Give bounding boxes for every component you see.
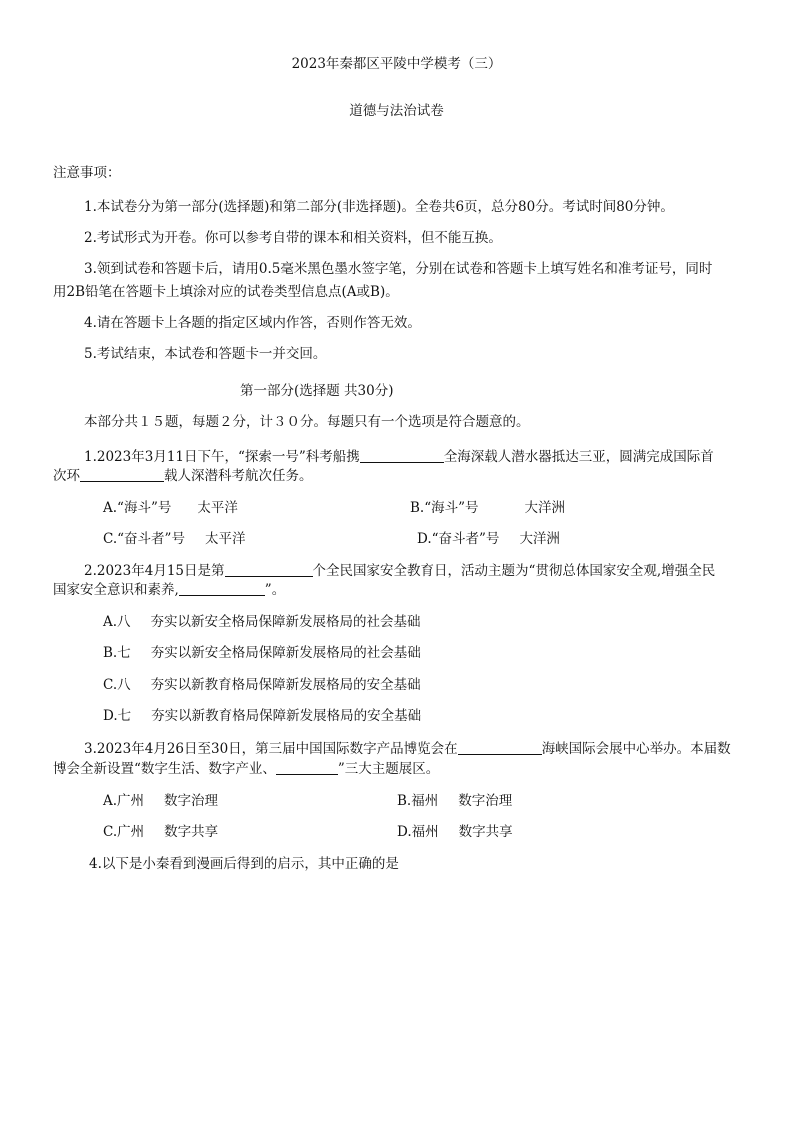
question-2-option-c: [103, 676, 421, 694]
question-1-text-a: 1.2023年3月11日下午，“探索一号”科考船携: [84, 449, 360, 465]
option-label: D.福州: [397, 824, 439, 840]
option-text: 夯实以新教育格局保障新发展格局的安全基础: [150, 677, 421, 693]
part1-intro: 本部分共１５题，每题２分，计３０分。每题只有一个选项是符合题意的。: [84, 414, 530, 430]
question-1-option-c: [103, 530, 245, 548]
option-label: B.“海斗”号: [410, 500, 479, 516]
option-text: 大洋洲: [524, 500, 566, 516]
option-text: 数字治理: [164, 793, 219, 809]
option-label: B.七: [103, 645, 131, 661]
option-label: C.“奋斗者”号: [103, 531, 185, 547]
option-text: 太平洋: [197, 500, 238, 516]
question-3-option-b: [397, 792, 512, 810]
option-label: D.七: [103, 708, 132, 724]
question-1-line-2: [53, 467, 313, 485]
question-1-option-b: [410, 499, 565, 517]
notice-heading: 注意事项：: [53, 165, 121, 181]
question-2-option-d: [103, 707, 421, 725]
question-3-line-2: [53, 760, 439, 778]
question-3-text-c: 博会全新设置“数字生活、数字产业、: [53, 761, 276, 777]
question-2-text-c: 国家安全意识和素养,: [53, 582, 179, 598]
option-label: A.八: [103, 614, 131, 630]
option-text: 夯实以新安全格局保障新发展格局的社会基础: [150, 614, 421, 630]
question-2-option-b: [103, 644, 421, 662]
question-2-text-a: 2.2023年4月15日是第: [84, 563, 225, 579]
question-2-line-2: [53, 581, 285, 599]
option-label: C.八: [103, 677, 131, 693]
answer-blank: [80, 467, 164, 482]
question-3-line-1: [84, 740, 731, 758]
option-label: A.“海斗”号: [103, 500, 172, 516]
part1-title: 第一部分(选择题 共30分): [240, 383, 394, 399]
question-3-option-c: [103, 823, 218, 841]
notice-item-3-cont: 用2B铅笔在答题卡上填涂对应的试卷类型信息点(A或B)。: [53, 284, 399, 300]
question-3-text-b: 海峡国际会展中心举办。本届数: [541, 741, 731, 757]
answer-blank: [360, 448, 444, 463]
notice-item-5: 5.考试结束，本试卷和答题卡一并交回。: [84, 346, 327, 362]
option-label: D.“奋斗者”号: [417, 531, 500, 547]
question-2-line-1: [84, 562, 715, 580]
exam-subtitle: 道德与法治试卷: [349, 103, 444, 119]
option-text: 太平洋: [204, 531, 246, 547]
question-1-text-b: 全海深载人潜水器抵达三亚，圆满完成国际首: [443, 449, 714, 465]
option-text: 数字治理: [458, 793, 513, 809]
question-1-text-c: 次环: [53, 468, 80, 484]
question-3-option-d: [397, 823, 513, 841]
question-4-line-1: 4.以下是小秦看到漫画后得到的启示，其中正确的是: [89, 856, 399, 872]
question-3-text-d: ”三大主题展区。: [337, 761, 440, 777]
exam-title: 2023年秦都区平陵中学模考（三）: [291, 56, 502, 72]
question-2-text-d: ”。: [264, 582, 286, 598]
answer-blank: [276, 760, 338, 775]
answer-blank: [179, 581, 265, 596]
option-text: 大洋洲: [519, 531, 560, 547]
question-3-option-a: [103, 792, 218, 810]
notice-item-2: 2.考试形式为开卷。你可以参考自带的课本和相关资料，但不能互换。: [84, 230, 502, 246]
option-label: B.福州: [397, 793, 439, 809]
question-1-text-d: 载人深潜科考航次任务。: [164, 468, 313, 484]
question-2-option-a: [103, 613, 421, 631]
option-text: 夯实以新教育格局保障新发展格局的安全基础: [151, 708, 422, 724]
option-text: 数字共享: [458, 824, 513, 840]
question-1-line-1: [84, 448, 714, 466]
option-label: C.广州: [103, 824, 145, 840]
option-text: 数字共享: [164, 824, 219, 840]
question-2-text-b: 个全民国家安全教育日，活动主题为“贯彻总体国家安全观,增强全民: [312, 563, 716, 579]
option-label: A.广州: [103, 793, 145, 809]
option-text: 夯实以新安全格局保障新发展格局的社会基础: [150, 645, 421, 661]
notice-item-4: 4.请在答题卡上各题的指定区域内作答，否则作答无效。: [84, 315, 421, 331]
notice-item-3: 3.领到试卷和答题卡后，请用0.5毫米黑色墨水签字笔，分别在试卷和答题卡上填写姓名和准考证号，同时: [84, 261, 713, 277]
question-3-text-a: 3.2023年4月26日至30日，第三届中国国际数字产品博览会在: [84, 741, 458, 757]
answer-blank: [458, 740, 542, 755]
notice-item-1: 1.本试卷分为第一部分(选择题)和第二部分(非选择题)。全卷共6页，总分80分。考试时间80分钟。: [84, 199, 674, 215]
answer-blank: [225, 562, 313, 577]
question-1-option-d: [417, 530, 560, 548]
question-1-option-a: [103, 499, 238, 517]
